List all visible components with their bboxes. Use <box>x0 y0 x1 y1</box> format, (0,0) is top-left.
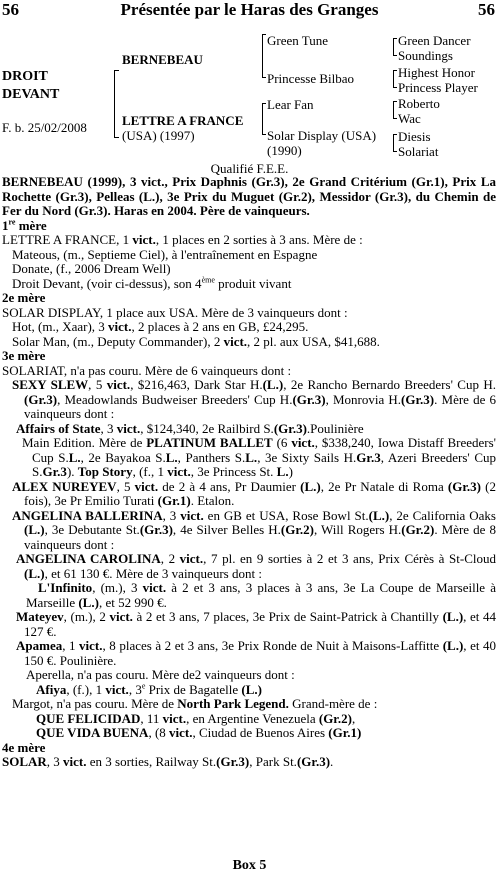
gen3-dss: Roberto <box>398 96 440 111</box>
gen3-dds: Diesis <box>398 129 431 144</box>
entry-mateyev: Mateyev, (m.), 2 vict. à 2 et 3 ans, 7 places, 3e Prix de Saint-Patrick à Chantilly (L.), et 44 127 €. <box>16 609 496 639</box>
page-header <box>0 0 499 20</box>
gen3-sss: Green Dancer <box>398 33 471 48</box>
entry-affairs-of-state: Affairs of State, 3 vict., $124,340, 2e Railbird S.(Gr.3).Poulinière <box>16 420 364 436</box>
produce-3: Droit Devant, (voir ci-dessus), son 4ème produit vivant <box>12 275 292 291</box>
entry-margot: Margot, n'a pas couru. Mère de North Park Legend. Grand-mère de : <box>12 696 378 711</box>
horse-name-line1: DROIT <box>2 69 48 84</box>
sire-sire: Green Tune <box>267 33 329 48</box>
section-3e-mere: 3e mère <box>2 348 46 363</box>
page-number-left: 56 <box>2 0 19 19</box>
dam-origin: (USA) (1997) <box>122 128 195 143</box>
sire-description: BERNEBEAU (1999), 3 vict., Prix Daphnis (Gr.3), 2e Grand Critérium (Gr.1), Prix La Rochette (Gr.3), Pelleas (L.), 3e Prix du Muguet (Gr.2), Messidor (Gr.3), du Chemin de Fer du Nord (Gr.3). Haras en 2004. Père de vainqueurs. <box>2 174 496 218</box>
dam-sire: Lear Fan <box>267 97 314 112</box>
entry-que-vida-buena: QUE VIDA BUENA, (8 vict., Ciudad de Buenos Aires (Gr.1) <box>36 725 362 740</box>
section-2e-mere: 2e mère <box>2 290 46 305</box>
entry-main-edition: Main Edition. Mère de PLATINUM BALLET (6 vict., $338,240, Iowa Distaff Breeders' Cup S.L., 2e Bayakoa S.L., Panthers S.L., 3e Sixty Sails H.Gr.3, Azeri Breeders' Cup S.Gr.3). Top Story, (f., 1 vict., 3e Princess St. L.) <box>22 435 496 479</box>
bracket-gen1-top <box>114 70 119 71</box>
dam-dam-year: (1990) <box>267 143 302 158</box>
third-dam-intro: SOLARIAT, n'a pas couru. Mère de 6 vainqueurs dont : <box>2 362 292 378</box>
entry-angelina-carolina: ANGELINA CAROLINA, 2 vict., 7 pl. en 9 sorties à 2 et 3 ans, Prix Cérès à St-Cloud (L.), et 61 130 €. Mère de 3 vainqueurs dont : <box>16 551 496 581</box>
horse-info: F. b. 25/02/2008 <box>2 120 87 135</box>
sire-name: BERNEBEAU <box>122 52 203 67</box>
entry-que-felicidad: QUE FELICIDAD, 11 vict., en Argentine Venezuela (Gr.2), <box>36 710 356 726</box>
entry-apamea: Apamea, 1 vict., 8 places à 2 et 3 ans, 3e Prix Ronde de Nuit à Maisons-Laffitte (L.), et 40 150 €. Poulinière. <box>16 638 497 668</box>
produce-2: Donate, (f., 2006 Dream Well) <box>12 261 171 276</box>
dam-intro: LETTRE A FRANCE, 1 vict., 1 places en 2 sorties à 3 ans. Mère de : <box>2 232 363 247</box>
entry-angelina-ballerina: ANGELINA BALLERINA, 3 vict. en GB et USA, Rose Bowl St.(L.), 2e California Oaks (L.), 3e Debutante St.(Gr.3), 4e Silver Belles H.(Gr.2), Will Rogers H.(Gr.2). Mère de 8 vainqueurs dont : <box>12 507 496 552</box>
entry-afiya: Afiya, (f.), 1 vict., 3e Prix de Bagatelle (L.) <box>36 681 262 697</box>
entry-linfinito: L'Infinito, (m.), 3 vict. à 2 et 3 ans, 3 places à 3 ans, 3e La Coupe de Marseille à Marseille (L.), et 52 990 €. <box>26 580 496 610</box>
granddam-produce-1: Hot, (m., Xaar), 3 vict., 2 places à 2 ans en GB, £24,295. <box>12 319 309 334</box>
bracket-gen2-sire <box>262 34 263 78</box>
gen3-dsd: Wac <box>398 111 421 126</box>
horse-name-line2: DEVANT <box>2 87 60 102</box>
bracket-gen1-bottom <box>114 137 119 138</box>
box-number: Box 5 <box>232 858 267 873</box>
produce-1: Mateous, (m., Septieme Ciel), à l'entraînement en Espagne <box>12 246 318 262</box>
section-4e-mere: 4e mère <box>2 739 46 755</box>
bracket-gen2-dam <box>262 103 263 135</box>
pedigree-table <box>0 30 499 165</box>
gen3-sdd: Princess Player <box>398 80 478 95</box>
entry-solar: SOLAR, 3 vict. en 3 sorties, Railway St.(Gr.3), Park St.(Gr.3). <box>2 754 334 769</box>
catalogue-text <box>2 175 496 770</box>
granddam-intro: SOLAR DISPLAY, 1 place aux USA. Mère de 3 vainqueurs dont : <box>2 304 348 320</box>
qualification-note: Qualifié F.E.E. <box>210 161 289 176</box>
dam-dam: Solar Display (USA) <box>267 128 377 143</box>
page-number-right: 56 <box>478 0 495 19</box>
dam-name: LETTRE A FRANCE <box>122 113 244 128</box>
gen3-ddd: Solariat <box>398 144 439 159</box>
entry-sexy-slew: SEXY SLEW, 5 vict., $216,463, Dark Star H.(L.), 2e Rancho Bernardo Breeders' Cup H.(Gr.3), Meadowlands Budweiser Breeders' Cup H.(Gr.3), Monrovia H.(Gr.3). Mère de 6 vainqueurs dont : <box>12 377 497 421</box>
gen3-ssd: Soundings <box>398 48 453 63</box>
gen3-sds: Highest Honor <box>398 65 475 80</box>
granddam-produce-2: Solar Man, (m., Deputy Commander), 2 vict., 2 pl. aux USA, $41,688. <box>12 333 380 349</box>
bracket-gen1 <box>114 70 115 138</box>
entry-aperella: Aperella, n'a pas couru. Mère de2 vainqueurs dont : <box>26 667 295 682</box>
page-title: Présentée par le Haras des Granges <box>120 0 379 19</box>
entry-alex-nureyev: ALEX NUREYEV, 5 vict. de 2 à 4 ans, Pr Daumier (L.), 2e Pr Natale di Roma (Gr.3) (2 fois), 3e Pr Emilio Turati (Gr.1). Etalon. <box>12 478 497 508</box>
section-1re-mere: 1re mère <box>2 217 47 233</box>
sire-dam: Princesse Bilbao <box>267 71 355 86</box>
